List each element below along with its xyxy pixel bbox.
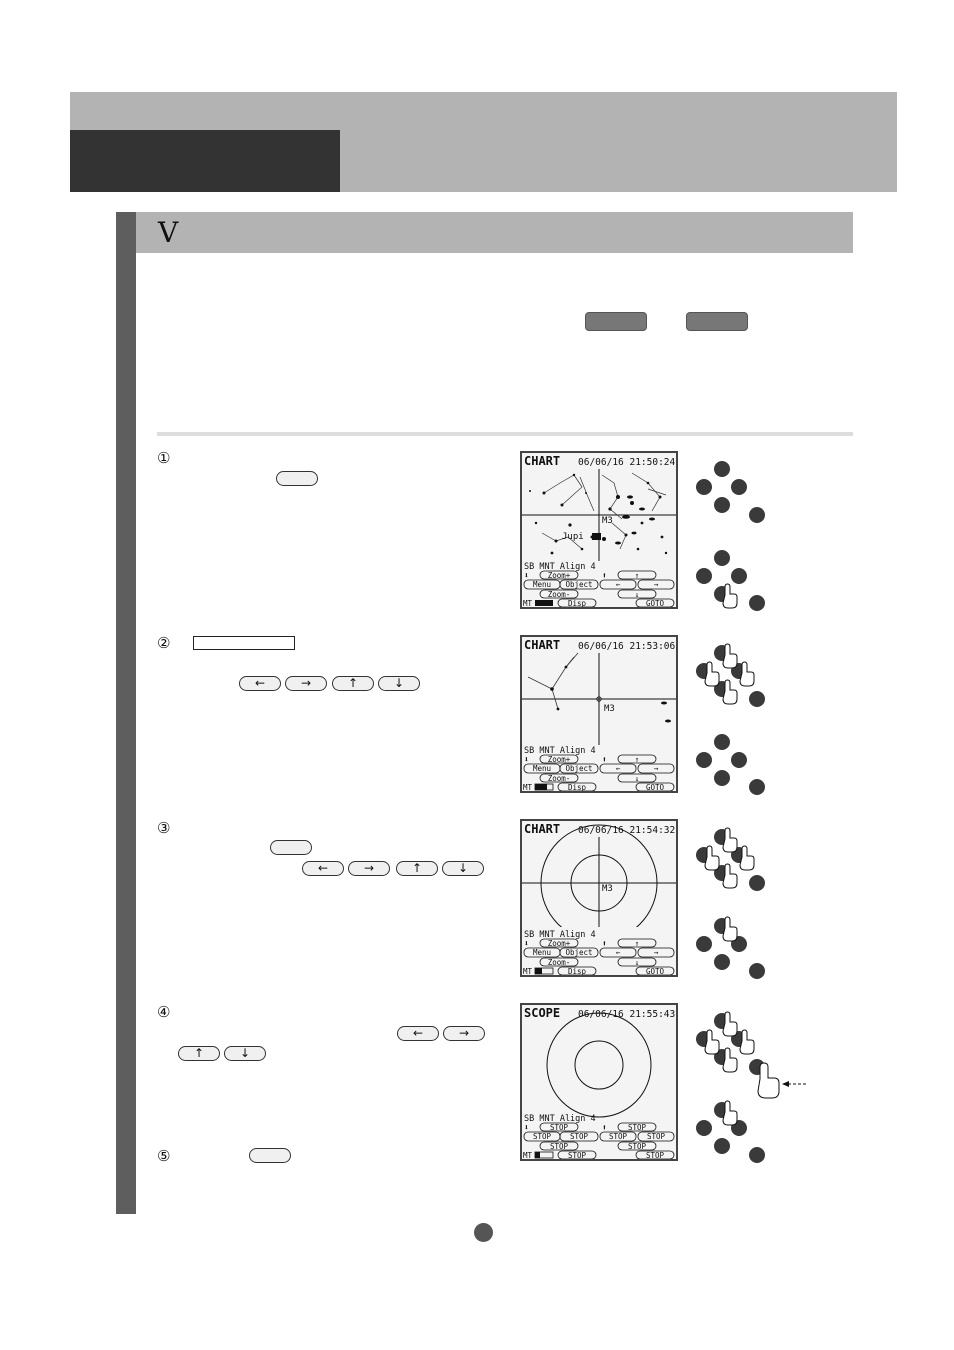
key-down: ↓: [442, 861, 484, 876]
step-1-number: ①: [157, 449, 171, 467]
lcd-mode: SCOPE: [524, 1006, 561, 1020]
lcd-btn-disp: Disp: [567, 599, 587, 607]
lcd-object-label: M3: [604, 704, 615, 714]
lcd-arrow-down-small: ⬇: [524, 939, 529, 948]
page-number-dot: [474, 1223, 493, 1242]
key-left: ←: [302, 861, 344, 876]
button-pill-2: [686, 312, 748, 331]
section-divider: [157, 432, 853, 436]
button-pill-1: [585, 312, 647, 331]
lcd-object-label: M3: [602, 516, 613, 526]
section-title-bar: [136, 212, 853, 253]
step-4-number: ④: [157, 1003, 171, 1021]
lcd-arrow-up-small: ⬆: [602, 1123, 607, 1132]
lcd-arrow-up-small: ⬆: [602, 755, 607, 764]
lcd-mt: MT: [523, 783, 533, 791]
lcd-btn-stop: STOP: [549, 1142, 569, 1151]
section-letter: V: [158, 216, 179, 249]
lcd-object-label: M3: [602, 884, 613, 894]
lcd-btn-zoom-minus: Zoom-: [547, 958, 571, 967]
lcd-btn-stop: STOP: [645, 1151, 665, 1159]
lcd-arrow-down-small: ⬇: [524, 1123, 529, 1132]
lcd-btn-menu: Menu: [532, 580, 552, 589]
lcd-btn-goto: GOTO: [645, 599, 665, 607]
key-right: →: [285, 676, 327, 691]
keypad-diagram-3: [690, 823, 770, 983]
lcd-btn-right: →: [653, 764, 659, 773]
keypad-svg: [690, 639, 770, 799]
lcd-btn-left: ←: [615, 764, 621, 773]
lcd-svg: [522, 453, 676, 607]
keypad-diagram-4: [690, 1007, 840, 1167]
lcd-btn-zoom-minus: Zoom-: [547, 590, 571, 599]
keypad-svg: [690, 1007, 840, 1167]
lcd-mt: MT: [523, 967, 533, 975]
lcd-btn-object: Object: [565, 764, 593, 773]
lcd-btn-menu: Menu: [532, 764, 552, 773]
key-right: →: [348, 861, 390, 876]
header-tab-dark: [70, 130, 340, 192]
lcd-btn-left: ←: [615, 948, 621, 957]
keypad-svg: [690, 823, 770, 983]
lcd-arrow-up-small: ⬆: [602, 571, 607, 580]
lcd-btn-down: ↓: [634, 590, 640, 599]
key-down: ↓: [224, 1046, 266, 1061]
lcd-btn-up: ↑: [634, 571, 640, 580]
step-2-box: [193, 636, 295, 650]
key-up: ↑: [332, 676, 374, 691]
lcd-btn-stop: STOP: [569, 1132, 589, 1141]
lcd-btn-disp: Disp: [567, 783, 587, 791]
lcd-screen-chart-2: [520, 635, 678, 793]
side-bar: [116, 212, 136, 1214]
lcd-datetime: 06/06/16 21:53:06: [578, 641, 676, 652]
lcd-btn-right: →: [653, 948, 659, 957]
lcd-btn-zoom-minus: Zoom-: [547, 774, 571, 783]
lcd-btn-stop: STOP: [549, 1123, 569, 1132]
lcd-btn-zoom-plus: Zoom+: [547, 571, 571, 580]
lcd-btn-stop: STOP: [646, 1132, 666, 1141]
lcd-btn-up: ↑: [634, 939, 640, 948]
lcd-datetime: 06/06/16 21:54:32: [578, 825, 676, 836]
lcd-btn-down: ↓: [634, 774, 640, 783]
lcd-btn-object: Object: [565, 580, 593, 589]
lcd-planet-label: Jupi: [562, 532, 584, 542]
keypad-svg: [690, 455, 770, 615]
lcd-btn-stop: STOP: [627, 1123, 647, 1132]
key-up: ↑: [178, 1046, 220, 1061]
lcd-arrow-down-small: ⬇: [524, 755, 529, 764]
hand-pointer-icon: [705, 644, 754, 704]
lcd-btn-up: ↑: [634, 755, 640, 764]
step-5-number: ⑤: [157, 1147, 171, 1165]
key-right: →: [443, 1026, 485, 1041]
lcd-btn-stop: STOP: [608, 1132, 628, 1141]
step-1-key: [276, 471, 318, 486]
lcd-arrow-up-small: ⬆: [602, 939, 607, 948]
lcd-datetime: 06/06/16 21:50:24: [578, 457, 676, 468]
lcd-btn-down: ↓: [634, 958, 640, 967]
lcd-btn-stop: STOP: [627, 1142, 647, 1151]
lcd-btn-goto: GOTO: [645, 783, 665, 791]
lcd-svg: [522, 637, 676, 791]
lcd-btn-zoom-plus: Zoom+: [547, 939, 571, 948]
lcd-btn-menu: Menu: [532, 948, 552, 957]
lcd-status: SB MNT Align 4: [524, 930, 596, 940]
lcd-status: SB MNT Align 4: [524, 746, 596, 756]
lcd-btn-zoom-plus: Zoom+: [547, 755, 571, 764]
lcd-btn-goto: GOTO: [645, 967, 665, 975]
key-left: ←: [397, 1026, 439, 1041]
lcd-status: SB MNT Align 4: [524, 1114, 596, 1124]
lcd-mt: MT: [523, 1151, 533, 1159]
lcd-btn-stop: STOP: [532, 1132, 552, 1141]
step-5-key: [249, 1148, 291, 1163]
lcd-btn-right: →: [653, 580, 659, 589]
hand-pointer-icon: [723, 584, 737, 608]
lcd-datetime: 06/06/16 21:55:43: [578, 1009, 676, 1020]
lcd-screen-chart-1: [520, 451, 678, 609]
step-2-number: ②: [157, 634, 171, 652]
lcd-svg: [522, 1005, 676, 1159]
lcd-mode: CHART: [524, 638, 561, 652]
lcd-screen-scope: [520, 1003, 678, 1161]
lcd-btn-object: Object: [565, 948, 593, 957]
lcd-btn-left: ←: [615, 580, 621, 589]
lcd-status: SB MNT Align 4: [524, 562, 596, 572]
lcd-mode: CHART: [524, 822, 561, 836]
lcd-mt: MT: [523, 599, 533, 607]
lcd-svg: [522, 821, 676, 975]
keypad-diagram-2: [690, 639, 770, 799]
lcd-btn-disp: Disp: [567, 967, 587, 975]
lcd-screen-chart-3: [520, 819, 678, 977]
key-left: ←: [239, 676, 281, 691]
lcd-btn-stop: STOP: [567, 1151, 587, 1159]
key-down: ↓: [378, 676, 420, 691]
key-up: ↑: [396, 861, 438, 876]
lcd-mode: CHART: [524, 454, 561, 468]
lcd-arrow-down-small: ⬇: [524, 571, 529, 580]
step-3-number: ③: [157, 819, 171, 837]
keypad-diagram-1: [690, 455, 770, 615]
step-3-key: [270, 840, 312, 855]
hand-pointer-icon: [705, 828, 754, 941]
